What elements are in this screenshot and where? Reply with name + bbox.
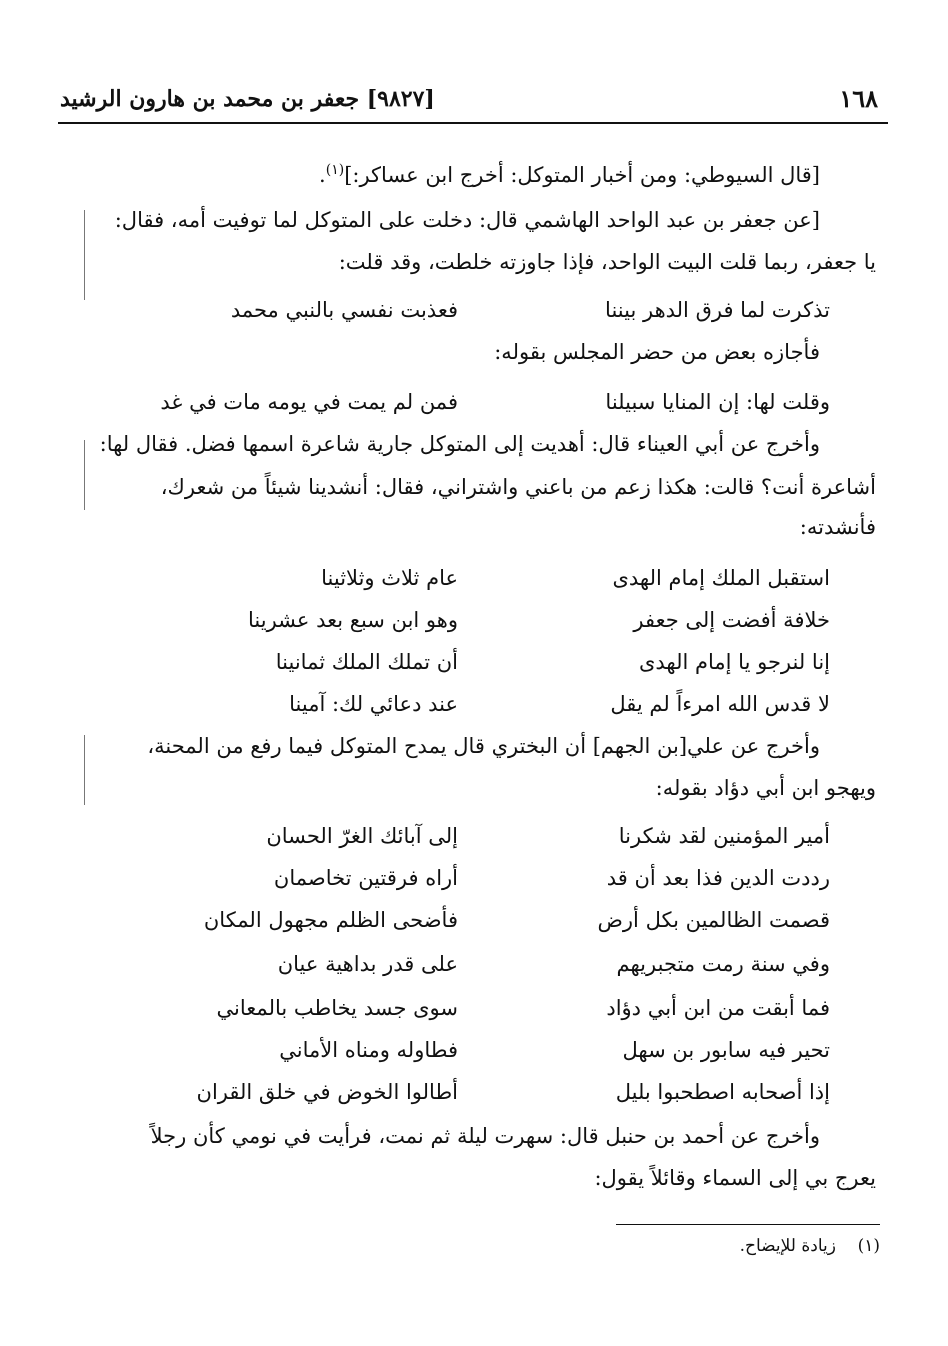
verse-hemistich-right: تحير فيه سابور بن سهل xyxy=(622,1038,830,1062)
verse-hemistich-left: على قدر بداهية عيان xyxy=(277,952,458,976)
verse-hemistich-right: قصمت الظالمين بكل أرض xyxy=(597,908,830,932)
verse-hemistich-right: فما أبقت من ابن أبي دؤاد xyxy=(606,996,830,1020)
verse-hemistich-right: إنا لنرجو يا إمام الهدى xyxy=(638,650,830,674)
paragraph-line: وأخرج عن أحمد بن حنبل قال: سهرت ليلة ثم نمت، فرأيت في نومي كأن رجلاً xyxy=(150,1124,820,1148)
verse-hemistich-right: خلافة أفضت إلى جعفر xyxy=(633,608,830,632)
verse-hemistich-left: فطاوله ومناه الأماني xyxy=(279,1038,458,1062)
footnote xyxy=(740,1236,880,1256)
verse-hemistich-right: وقلت لها: إن المنايا سبيلنا xyxy=(605,390,830,414)
paragraph-line: وأخرج عن أبي العيناء قال: أهديت إلى المتوكل جارية شاعرة اسمها فضل. فقال لها: xyxy=(99,432,820,456)
paragraph-line: فأنشدته: xyxy=(799,515,876,539)
verse-hemistich-left: فأضحى الظلم مجهول المكان xyxy=(203,908,458,932)
page-header xyxy=(60,78,888,124)
verse-hemistich-right: تذكرت لما فرق الدهر بيننا xyxy=(605,298,830,322)
paragraph-line: وأخرج عن علي[بن الجهم] أن البختري قال يمدح المتوكل فيما رفع من المحنة، xyxy=(147,734,820,758)
verse-hemistich-left: وهو ابن سبع بعد عشرينا xyxy=(248,608,458,632)
verse-hemistich-left: عام ثلاث وثلاثينا xyxy=(321,566,458,590)
header-rule xyxy=(58,122,888,124)
footnote-ref: (١) xyxy=(325,162,345,178)
page-number: ١٦٨ xyxy=(839,84,878,113)
paragraph-line: [عن جعفر بن عبد الواحد الهاشمي قال: دخلت على المتوكل لما توفيت أمه، فقال: xyxy=(114,208,820,232)
verse-hemistich-left: أراه فرقتين تخاصمان xyxy=(273,866,458,890)
paragraph-line: أشاعرة أنت؟ قالت: هكذا زعم من باعني واشتراني، فقال: أنشدينا شيئاً من شعرك، xyxy=(160,475,876,499)
margin-mark xyxy=(84,735,85,805)
running-head: [٩٨٢٧] جعفر بن محمد بن هارون الرشيد xyxy=(60,86,435,112)
margin-mark xyxy=(84,440,85,510)
verse-hemistich-right: استقبل الملك إمام الهدى xyxy=(612,566,830,590)
footnote-mark: (١) xyxy=(857,1236,880,1256)
margin-mark xyxy=(84,210,85,300)
paragraph-line: يا جعفر، ربما قلت البيت الواحد، فإذا جاوزته خلطت، وقد قلت: xyxy=(338,250,876,274)
paragraph-line: يعرج بي إلى السماء وقائلاً يقول: xyxy=(594,1166,876,1190)
verse-hemistich-right: وفي سنة رمت متجبريهم xyxy=(616,952,830,976)
footnote-text: زيادة للإيضاح. xyxy=(739,1236,836,1256)
footnote-rule xyxy=(616,1224,880,1225)
verse-hemistich-left: عند دعائي لك: آمينا xyxy=(289,692,458,716)
verse-hemistich-left: سوى جسد يخاطب بالمعاني xyxy=(216,996,458,1020)
verse-hemistich-right: لا قدس الله امرءاً لم يقل xyxy=(610,692,830,716)
verse-hemistich-left: أطالوا الخوض في خلق القران xyxy=(196,1080,458,1104)
paragraph-line: ويهجو ابن أبي دؤاد بقوله: xyxy=(655,776,876,800)
paragraph-text: [قال السيوطي: ومن أخبار المتوكل: أخرج ابن عساكر:] xyxy=(344,163,820,187)
paragraph-line: فأجازه بعض من حضر المجلس بقوله: xyxy=(494,340,820,364)
verse-hemistich-left: فمن لم يمت في يومه مات في غد xyxy=(160,390,458,414)
verse-hemistich-right: رددت الدين فذا بعد أن قد xyxy=(606,866,830,890)
verse-hemistich-right: أمير المؤمنين لقد شكرنا xyxy=(618,824,830,848)
verse-hemistich-left: فعذبت نفسي بالنبي محمد xyxy=(230,298,458,322)
verse-hemistich-right: إذا أصحابه اصطحبوا بليل xyxy=(615,1080,830,1104)
verse-hemistich-left: أن تملك الملك ثمانينا xyxy=(275,650,458,674)
paragraph-line: [قال السيوطي: ومن أخبار المتوكل: أخرج ابن عساكر:]$^{(١)}$. xyxy=(319,162,820,187)
verse-hemistich-left: إلى آبائك الغرّ الحسان xyxy=(266,824,458,848)
